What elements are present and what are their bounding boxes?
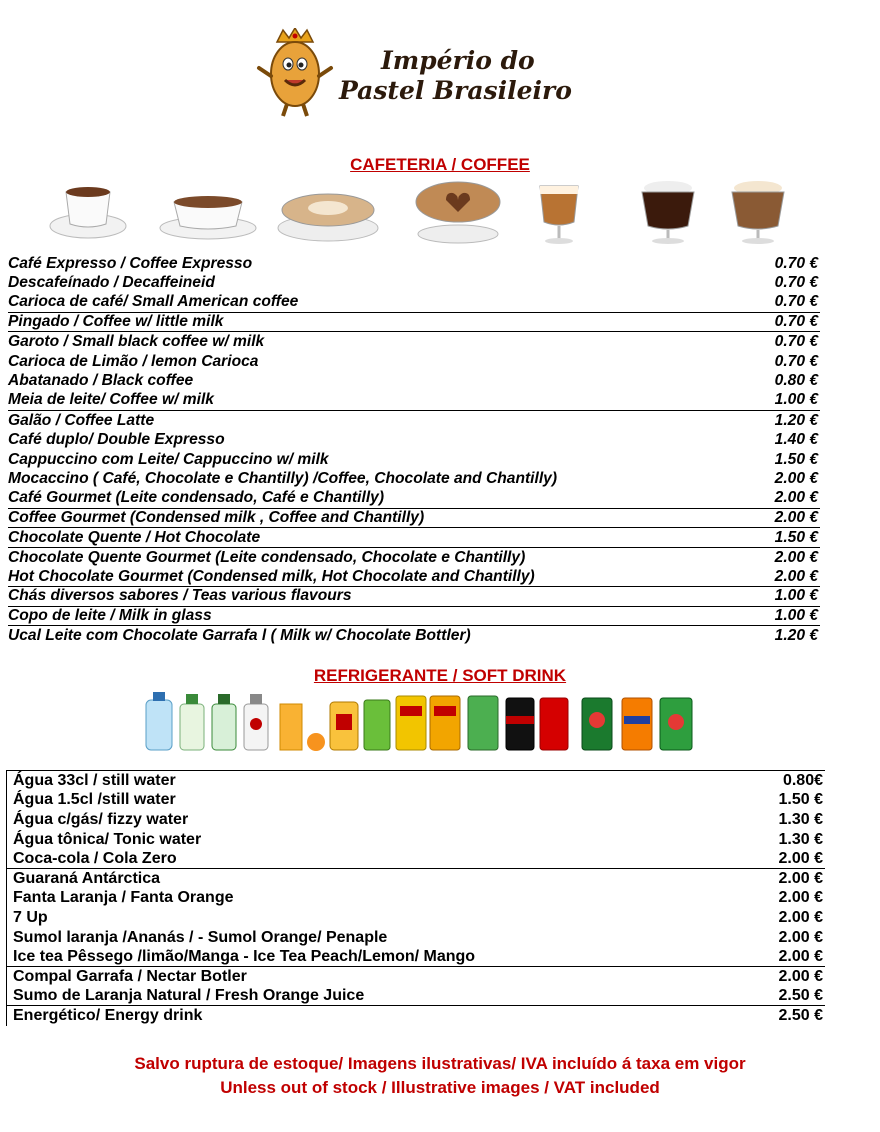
espresso-cup-icon: [50, 187, 126, 238]
menu-item: [8, 528, 820, 548]
item-price: 2.00 €: [774, 548, 818, 566]
menu-item: [8, 568, 820, 588]
item-price: 1.50 €: [778, 791, 823, 809]
menu-item: [8, 274, 820, 294]
item-name: Garoto / Small black coffee w/ milk: [8, 333, 265, 351]
soft-drink-images: [140, 690, 700, 752]
coffee-section-title: CAFETERIA / COFFEE: [350, 155, 530, 174]
restaurant-name-line1: Império do: [381, 46, 535, 75]
item-price: 0.80€: [782, 771, 823, 789]
menu-item: [7, 849, 825, 869]
item-name: Café duplo/ Double Expresso: [8, 431, 225, 449]
menu-item: [7, 791, 825, 811]
menu-item: [7, 810, 825, 830]
menu-item: [7, 771, 825, 791]
sumol-can-icon: [364, 700, 390, 750]
restaurant-name: [339, 46, 572, 106]
menu-item: [7, 908, 825, 928]
item-name: Mocaccino ( Café, Chocolate e Chantilly) /Coffee, Chocolate and Chantilly): [8, 470, 558, 488]
item-name: Água 33cl / still water: [13, 771, 176, 789]
item-name: Galão / Coffee Latte: [8, 411, 155, 429]
hot-chocolate-glass-icon: [642, 181, 694, 244]
menu-item: [8, 391, 820, 411]
menu-item: [7, 987, 825, 1007]
mascot-icon: [255, 28, 335, 118]
item-price: 2.00 €: [774, 470, 818, 488]
item-price: 2.00 €: [774, 509, 818, 527]
coffee-images: [48, 178, 798, 248]
item-price: 1.00 €: [774, 587, 818, 605]
item-name: Café Expresso / Coffee Expresso: [8, 254, 253, 272]
item-price: 1.50 €: [774, 528, 818, 546]
item-name: Sumol laranja /Ananás / - Sumol Orange/ Penaple: [13, 928, 388, 946]
item-name: Água tônica/ Tonic water: [13, 830, 202, 848]
item-price: 2.00 €: [778, 967, 823, 985]
item-price: 2.00 €: [778, 849, 823, 867]
item-price: 0.70 €: [774, 254, 818, 272]
menu-item: [8, 352, 820, 372]
item-price: 1.30 €: [778, 830, 823, 848]
item-name: Compal Garrafa / Nectar Botler: [13, 967, 247, 985]
coca-cola-zero-can-icon: [506, 698, 534, 750]
item-price: 0.70 €: [774, 274, 818, 292]
item-price: 0.80 €: [774, 372, 818, 390]
item-price: 2.00 €: [778, 869, 823, 887]
item-name: Ucal Leite com Chocolate Garrafa l ( Milk w/ Chocolate Bottler): [8, 627, 471, 645]
nectar-bottle-icon: [330, 702, 358, 750]
menu-item: [8, 626, 820, 646]
orange-juice-icon: [280, 704, 325, 751]
menu-item: [8, 548, 820, 568]
item-name: Carioca de Limão / lemon Carioca: [8, 352, 259, 370]
menu-item: [8, 293, 820, 313]
item-name: Sumo de Laranja Natural / Fresh Orange Juice: [13, 986, 365, 1004]
menu-item: [8, 607, 820, 627]
menu-item: [7, 928, 825, 948]
item-name: Abatanado / Black coffee: [8, 372, 194, 390]
item-price: 1.00 €: [774, 606, 818, 624]
soft-drink-section-title: REFRIGERANTE / SOFT DRINK: [313, 666, 567, 685]
coffee-cup-icon: [160, 196, 256, 239]
water-bottle-icon: [146, 692, 172, 750]
item-name: Guaraná Antárctica: [13, 869, 161, 887]
coca-cola-can-icon: [540, 698, 568, 750]
item-name: Hot Chocolate Gourmet (Condensed milk, Hot Chocolate and Chantilly): [8, 567, 535, 585]
menu-item: [8, 470, 820, 490]
fanta-can-icon: [622, 698, 652, 750]
tonic-bottle-icon: [244, 694, 268, 750]
glass-coffee-icon: [540, 186, 578, 244]
menu-item: [8, 411, 820, 431]
ice-tea-can-icon: [396, 696, 426, 750]
soft-drink-menu-list: [6, 770, 825, 1026]
menu-item: [8, 430, 820, 450]
footer-line-pt: Salvo ruptura de estoque/ Imagens ilustrativas/ IVA incluído á taxa em vigor: [134, 1054, 746, 1073]
item-price: 1.20 €: [774, 411, 818, 429]
item-name: Fanta Laranja / Fanta Orange: [13, 889, 234, 907]
item-price: 2.00 €: [778, 947, 823, 965]
item-name: Água 1.5cl /still water: [13, 791, 176, 809]
item-price: 2.50 €: [778, 986, 823, 1004]
footer-line-en: Unless out of stock / Illustrative images / VAT included: [220, 1078, 660, 1097]
item-name: Café Gourmet (Leite condensado, Café e Chantilly): [8, 489, 385, 507]
menu-item: [8, 254, 820, 274]
item-name: Descafeínado / Decaffeineid: [8, 274, 215, 292]
menu-item: [8, 509, 820, 529]
menu-item: [7, 869, 825, 889]
menu-item: [7, 830, 825, 850]
menu-item: [7, 889, 825, 909]
glass-bottle-icon: [212, 694, 236, 750]
item-price: 1.30 €: [778, 810, 823, 828]
item-price: 1.40 €: [774, 431, 818, 449]
item-name: Água c/gás/ fizzy water: [13, 810, 189, 828]
sumol-can-icon: [468, 696, 498, 750]
item-price: 1.50 €: [774, 450, 818, 468]
menu-item: [7, 947, 825, 967]
guarana-can-icon: [582, 698, 612, 750]
item-price: 2.00 €: [774, 567, 818, 585]
item-name: Chás diversos sabores / Teas various flavours: [8, 587, 352, 605]
water-bottle-icon: [180, 694, 204, 750]
item-price: 2.00 €: [778, 908, 823, 926]
item-name: Cappuccino com Leite/ Cappuccino w/ milk: [8, 450, 329, 468]
item-price: 2.00 €: [774, 489, 818, 507]
menu-item: [7, 967, 825, 987]
item-price: 0.70 €: [774, 313, 818, 331]
item-price: 2.50 €: [778, 1006, 823, 1024]
ice-tea-can-icon: [430, 696, 460, 750]
coffee-menu-list: [8, 254, 820, 646]
menu-item: [8, 587, 820, 607]
item-name: Coffee Gourmet (Condensed milk , Coffee and Chantilly): [8, 509, 425, 527]
seven-up-can-icon: [660, 698, 692, 750]
menu-item: [8, 332, 820, 352]
cappuccino-heart-icon: [416, 182, 500, 243]
item-price: 0.70 €: [774, 333, 818, 351]
menu-item: [7, 1006, 825, 1026]
item-price: 0.70 €: [774, 352, 818, 370]
restaurant-name-line2: Pastel Brasileiro: [339, 76, 572, 105]
item-price: 2.00 €: [778, 889, 823, 907]
menu-item: [8, 313, 820, 333]
item-name: Ice tea Pêssego /limão/Manga - Ice Tea Peach/Lemon/ Mango: [13, 947, 476, 965]
latte-cup-icon: [278, 194, 378, 241]
item-name: Chocolate Quente / Hot Chocolate: [8, 528, 261, 546]
item-name: Meia de leite/ Coffee w/ milk: [8, 391, 214, 409]
item-name: Coca-cola / Cola Zero: [13, 849, 177, 867]
item-name: Energético/ Energy drink: [13, 1006, 203, 1024]
item-name: Pingado / Coffee w/ little milk: [8, 313, 224, 331]
item-price: 1.20 €: [774, 627, 818, 645]
mocha-glass-icon: [732, 181, 784, 244]
item-name: Copo de leite / Milk in glass: [8, 606, 212, 624]
logo: [255, 28, 635, 118]
item-price: 2.00 €: [778, 928, 823, 946]
footer-note: [0, 1052, 880, 1100]
item-price: 1.00 €: [774, 391, 818, 409]
menu-item: [8, 372, 820, 392]
item-name: 7 Up: [13, 908, 48, 926]
item-name: Chocolate Quente Gourmet (Leite condensado, Chocolate e Chantilly): [8, 548, 526, 566]
menu-item: [8, 489, 820, 509]
item-name: Carioca de café/ Small American coffee: [8, 293, 299, 311]
menu-item: [8, 450, 820, 470]
item-price: 0.70 €: [774, 293, 818, 311]
